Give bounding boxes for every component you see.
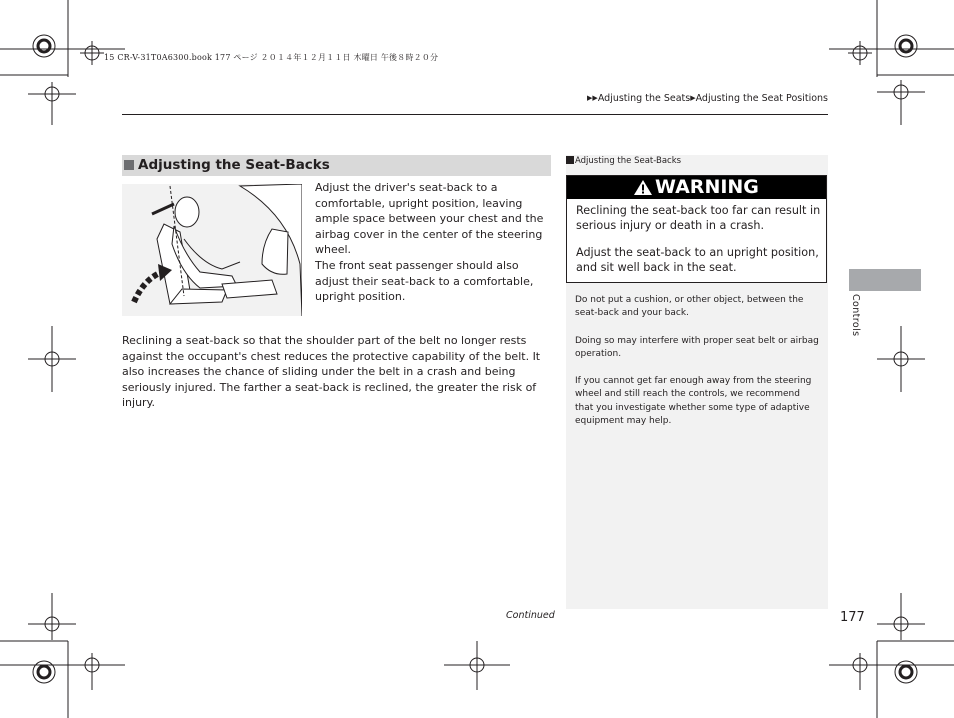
chapter-tab-text: Controls <box>850 294 861 337</box>
sidebar-note-2: Doing so may interfere with proper seat belt or airbag operation. <box>575 336 819 360</box>
breadcrumb-item-seats[interactable]: Adjusting the Seats <box>597 93 691 104</box>
section-heading-bar <box>122 155 551 176</box>
page-number: 177 <box>840 610 865 625</box>
breadcrumb-separator-icon: ▶ <box>690 94 696 102</box>
header-rule <box>122 114 828 115</box>
warning-title: WARNING <box>655 176 759 198</box>
body-paragraph-1: Adjust the driver's seat-back to a comfortable, upright position, leaving ample space between your chest and the airbag cover in the center of the steering wheel. <box>315 181 544 257</box>
chapter-tab[interactable] <box>849 269 921 291</box>
sidebar-reference <box>566 156 681 166</box>
breadcrumb <box>587 93 828 104</box>
body-paragraph-2: The front seat passenger should also adjust their seat-back to a comfortable, upright position. <box>315 259 534 304</box>
warning-text-2: Adjust the seat-back to an upright position, and sit well back in the seat. <box>576 246 819 274</box>
sidebar-note-3: If you cannot get far enough away from the steering wheel and still reach the controls, we recommend that you investigate whether some type of adaptive equipment may help. <box>575 376 812 427</box>
sidebar-reference-label[interactable]: Adjusting the Seat-Backs <box>575 156 682 166</box>
print-book-label: 15 CR-V-31T0A6300.book 177 ページ ２０１４年１２月１１日 木曜日 午後８時２０分 <box>104 53 439 62</box>
seated-driver-illustration-icon <box>122 184 302 316</box>
breadcrumb-arrow-icon: ▶▶ <box>587 94 598 102</box>
sidebar-note-1: Do not put a cushion, or other object, between the seat-back and your back. <box>575 295 804 319</box>
warning-text-1: Reclining the seat-back too far can result in serious injury or death in a crash. <box>576 204 821 232</box>
warning-header <box>567 176 826 199</box>
continued-label: Continued <box>506 610 555 621</box>
seat-back-illustration <box>122 184 302 316</box>
section-title: Adjusting the Seat-Backs <box>138 157 330 173</box>
section-square-icon <box>124 160 134 170</box>
body-paragraph-3: Reclining a seat-back so that the shoulder part of the belt no longer rests against the occupant's chest reduces the protective capability of the belt. It also increases the chance of sliding under the belt in a crash and being seriously injured. The farther a seat-back is reclined, the greater the risk of injury. <box>122 334 541 410</box>
reference-mark-icon <box>566 156 574 164</box>
warning-triangle-icon <box>633 179 653 196</box>
breadcrumb-item-seat-positions[interactable]: Adjusting the Seat Positions <box>695 93 828 104</box>
warning-box <box>566 175 827 283</box>
chapter-tab-label <box>848 294 862 344</box>
